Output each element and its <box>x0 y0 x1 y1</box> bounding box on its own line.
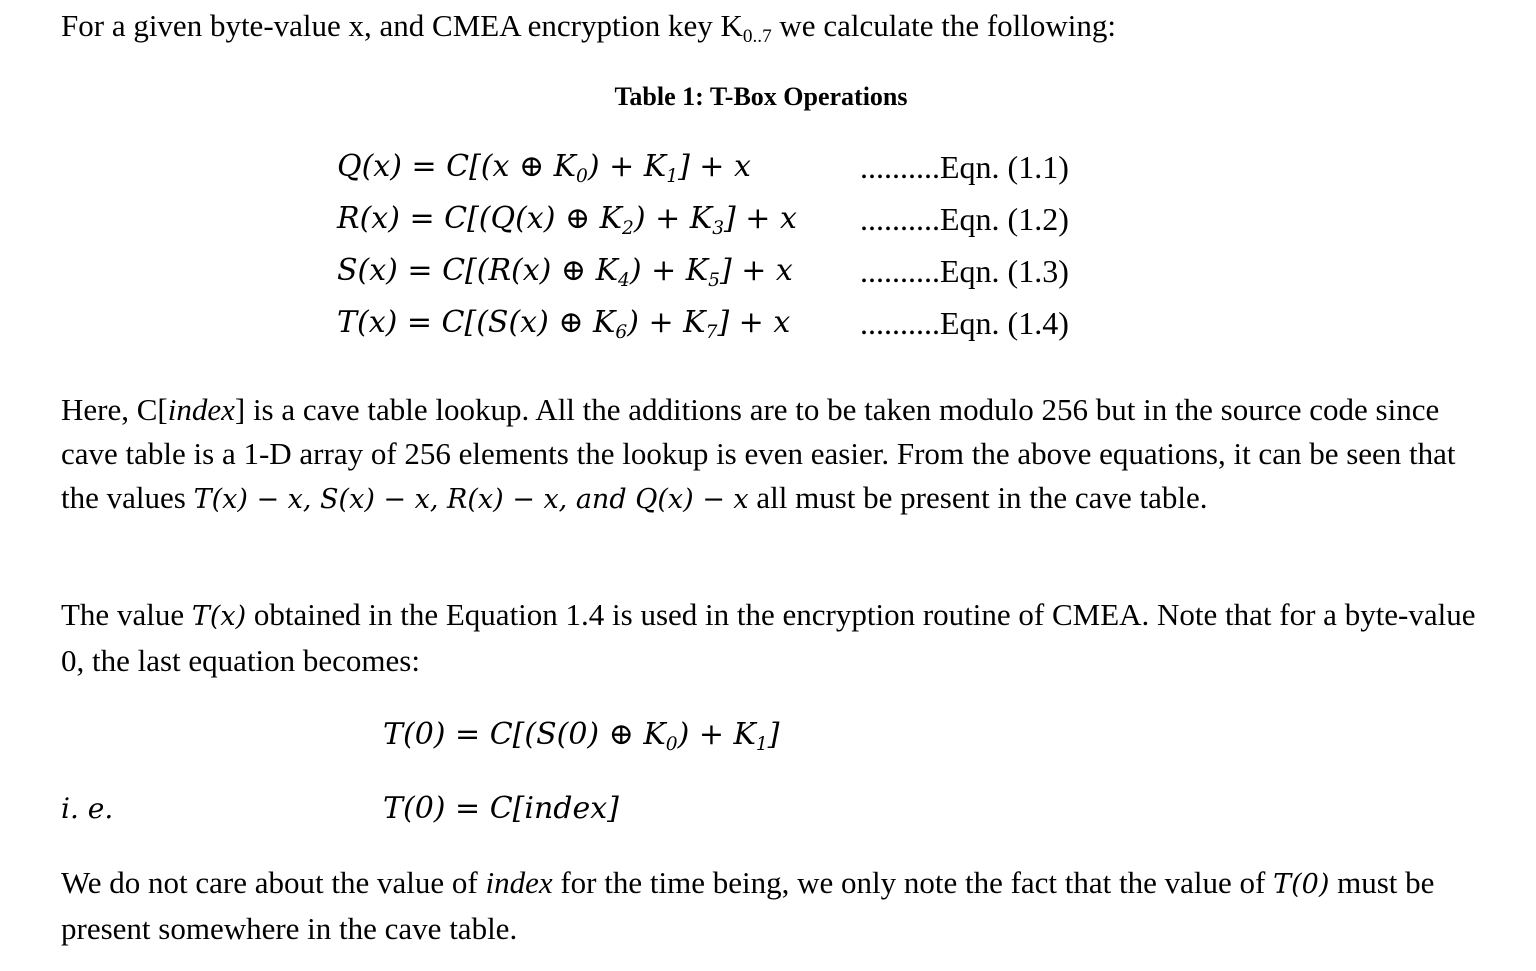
eq-sub: 7 <box>705 321 718 343</box>
equation-row <box>337 142 1137 192</box>
eq-mid: ) + K <box>627 305 706 340</box>
equation-index: T(0) = C[index] <box>383 791 619 826</box>
equation-t0 <box>383 710 779 760</box>
table-caption: Table 1: T-Box Operations <box>614 82 908 111</box>
para-text: for the time being, we only note the fact that the value of <box>552 865 1274 900</box>
para-text: ] is a cave table lookup. All the additions are to be taken modulo 256 but in the source code since cave table is a 1-D array of 256 elements the lookup is even easier. From the above equations, it can be seen that the values <box>61 392 1456 515</box>
para-text: obtained in the Equation 1.4 is used in the encryption routine of CMEA. Note that for a byte-value 0, the last equation becomes: <box>61 597 1476 678</box>
eq-sub: 3 <box>712 217 725 239</box>
eq-rhs: ] <box>767 717 780 752</box>
equation-expression <box>337 298 790 348</box>
eq-rhs: ] + x <box>724 201 797 236</box>
eq-sub: 4 <box>618 269 630 291</box>
eq-sub: 0 <box>576 165 588 187</box>
equation-expression <box>337 246 793 296</box>
equation-expression <box>337 194 797 244</box>
para-text: all must be present in the cave table. <box>748 480 1208 515</box>
equation-label: ..........Eqn. (1.4) <box>860 305 1069 341</box>
eq-sub: 1 <box>755 733 768 755</box>
inline-math: T(x) <box>191 601 247 632</box>
closing-paragraph <box>61 861 1481 951</box>
para-text: Here, C[ <box>61 392 168 427</box>
para-text: We do not care about the value of <box>61 865 486 900</box>
eq-sub: 2 <box>622 217 634 239</box>
eq-lhs: Q(x) = C[(x ⊕ K <box>337 149 577 184</box>
index-term: index <box>167 392 235 427</box>
equation-label: ..........Eqn. (1.2) <box>860 201 1069 237</box>
equation-row <box>337 246 1137 296</box>
para-text: The value <box>61 597 192 632</box>
intro-paragraph <box>61 4 1481 48</box>
eq-mid: ) + K <box>633 201 713 236</box>
eq-sub: 6 <box>615 321 628 343</box>
equation-row <box>337 298 1137 348</box>
t-value-paragraph <box>61 593 1481 683</box>
intro-text-a: For a given byte-value x, and CMEA encryption key K <box>61 8 743 43</box>
intro-text-b: we calculate the following: <box>771 8 1116 43</box>
eq-sub: 0 <box>665 733 678 755</box>
equation-label: ..........Eqn. (1.3) <box>860 253 1069 289</box>
equation-row <box>337 194 1137 244</box>
para-text: must be present somewhere in the cave table. <box>61 865 1435 946</box>
equation-expression <box>337 142 751 192</box>
eq-rhs: ] + x <box>717 305 791 340</box>
key-subscript: 0..7 <box>742 25 772 47</box>
index-term: index <box>485 865 553 900</box>
eq-lhs: R(x) = C[(Q(x) ⊕ K <box>337 201 623 236</box>
eq-lhs: T(x) = C[(S(x) ⊕ K <box>337 305 616 340</box>
ie-label: i. e. <box>61 792 114 825</box>
eq-mid: ) + K <box>629 253 709 288</box>
inline-math: T(0) <box>1273 869 1330 900</box>
eq-rhs: ] + x <box>678 149 751 184</box>
eq-mid: ) + K <box>587 149 667 184</box>
eq-sub: 5 <box>708 269 721 291</box>
cave-table-paragraph <box>61 388 1481 522</box>
eq-sub: 1 <box>666 165 679 187</box>
eq-mid: ) + K <box>677 717 756 752</box>
inline-math: T(x) − x, S(x) − x, R(x) − x, and Q(x) − x <box>193 484 749 515</box>
eq-lhs: T(0) = C[(S(0) ⊕ K <box>383 717 666 752</box>
eq-rhs: ] + x <box>720 253 793 288</box>
eq-lhs: S(x) = C[(R(x) ⊕ K <box>337 253 618 288</box>
equation-label: ..........Eqn. (1.1) <box>860 149 1069 185</box>
